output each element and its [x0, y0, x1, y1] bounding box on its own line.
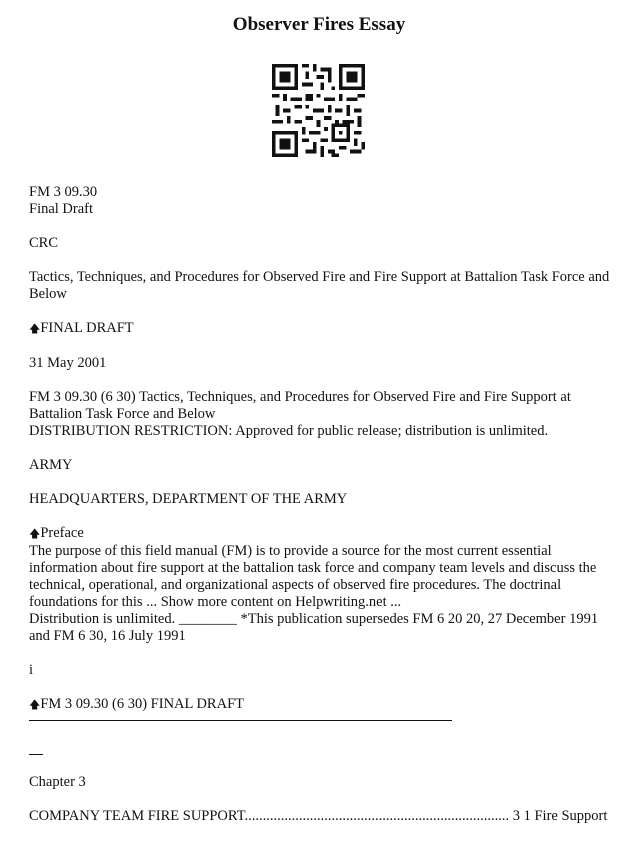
document-title: Observer Fires Essay [232, 14, 406, 35]
final-draft-label: Final Draft [29, 201, 94, 217]
fm-heading-block [29, 184, 614, 218]
qr-code-image [272, 64, 365, 157]
supersedes-note: Distribution is unlimited. ________ *This publication supersedes FM 6 20 20, 27 December 1991 and FM 6 30, 16 July 1991 [29, 611, 599, 644]
up-arrow-icon: 🡅 [29, 323, 41, 335]
fm-number: FM 3 09.30 [29, 184, 98, 200]
hq-label: HEADQUARTERS, DEPARTMENT OF THE ARMY [29, 491, 348, 507]
army-label: ARMY [29, 457, 73, 473]
fm-header: 🡅FM 3 09.30 (6 30) FINAL DRAFT [29, 696, 244, 712]
fm-full-block [29, 389, 614, 440]
full-title: Tactics, Techniques, and Procedures for Observed Fire and Fire Support at Battalion Task Force and Below [29, 269, 610, 302]
fm-full-line-1: FM 3 09.30 (6 30) Tactics, Techniques, and Procedures for Observed Fire and Fire Support at [29, 389, 571, 405]
fm-full-line-2: Battalion Task Force and Below [29, 406, 216, 422]
preface-text: The purpose of this field manual (FM) is to provide a source for the most current essential information about fire support at the battalion task force and company team levels and discuss the technical, operational, and organizational aspects of observed fire procedures. The doctrinal foundations for this ... Show more content on Helpwriting.net ... [29, 543, 597, 610]
preface-block [29, 525, 614, 645]
toc-line: COMPANY TEAM FIRE SUPPORT......................................................................... 3 1 Fire Support [29, 808, 608, 824]
date-line: 31 May 2001 [29, 355, 107, 371]
preface-heading: 🡅Preface [29, 525, 84, 541]
up-arrow-icon: 🡅 [29, 528, 41, 540]
chapter-label: Chapter 3 [29, 774, 86, 790]
document-body [29, 184, 614, 842]
crc-label: CRC [29, 235, 59, 251]
distribution-restriction: DISTRIBUTION RESTRICTION: Approved for public release; distribution is unlimited. [29, 423, 549, 439]
final-draft-heading: 🡅FINAL DRAFT [29, 320, 134, 336]
up-arrow-icon: 🡅 [29, 699, 41, 711]
page-number: i [29, 662, 34, 678]
